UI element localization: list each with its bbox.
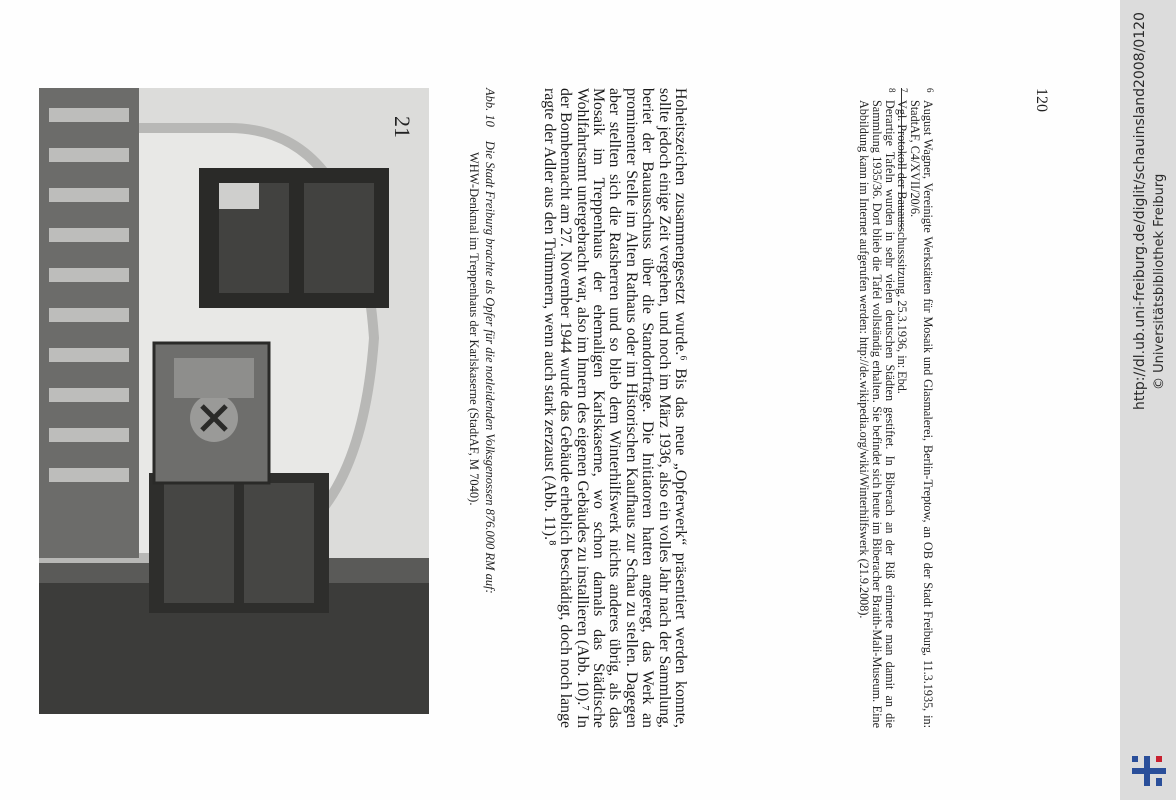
caption-label: Abb. 10	[483, 88, 497, 127]
footnotes	[857, 88, 934, 728]
figure-caption	[466, 88, 498, 714]
copyright-text: © Universitätsbibliothek Freiburg	[1152, 173, 1167, 390]
door-number-label: 21	[390, 116, 415, 138]
body-paragraph: Hoheitszeichen zusammengesetzt wurde.⁶ Bis das neue „Opferwerk“ präsentiert werden konnte, sollte jedoch einige Zeit vergehen, und noch im März 1936, also ein volles Jahr nach der Sammlung, beriet der Bauausschuss über die Standortfrage. Die Initiatoren hatten angeregt, das Werk an prominenter Stelle im Alten Rathaus oder im Historischen Kaufhaus zur Schau zu stellen. Dagegen aber stellten sich die Ratsherren und so blieb dem Winterhilfswerk nichts anderes übrig, als das Mosaik im Treppenhaus der ehemaligen Karlskaserne, wo schon damals das Städtische Wohlfahrtsamt untergebracht war, also im Innern des eigenen Gebäudes zu installieren (Abb. 10).⁷ In der Bombennacht am 27. November 1944 wurde das Gebäude erheblich beschädigt, doch noch lange ragte der Adler aus den Trümmern, wenn auch stark zerzaust (Abb. 11).⁸	[540, 88, 689, 728]
caption-title: Die Stadt Freiburg brachte als Opfer für die notleidenden Volksgenossen 876.000 RM auf:	[483, 140, 497, 594]
library-sidebar	[1120, 0, 1176, 800]
photo-stairwell	[39, 88, 429, 714]
sidebar-text	[1120, 0, 1176, 800]
footnote-7: 7 Vgl. Protokoll der Bauausschusssitzung, 25.3.1936, in: Ebd.	[895, 88, 910, 394]
footnote-8: 8 Derartige Tafeln wurden in sehr vielen deutschen Städten gestiftet. In Biberach an der Riß erinnerte man damit an die Sammlung 1935/36. Dort blieb die Tafel vollständig erhalten. Sie befindet sich heute im Biberacher Braith-Mali-Museum. Eine Abbildung kann im Internet aufgerufen werden: http://de.wikipedia.org/wiki/Winterhilfswerk (21.9.2008).	[857, 88, 897, 728]
page-number: 120	[1033, 88, 1050, 112]
footnote-6: 6 August Wagner, Vereinigte Werkstätten für Mosaik und Glasmalerei, Berlin-Treptow, an OB der Stadt Freiburg, 11.3.1935, in: StadtAF, C4/XVII/20/6.	[908, 88, 935, 728]
source-url-link[interactable]: http://dl.ub.uni-freiburg.de/diglit/schauinsland2008/0120	[1132, 12, 1148, 410]
library-logo-icon	[1128, 748, 1170, 790]
caption-source: WHW-Denkmal im Treppenhaus der Karlskaserne (StadtAF, M 7040).	[467, 152, 481, 506]
stairwell-photo-drawing	[39, 88, 429, 714]
